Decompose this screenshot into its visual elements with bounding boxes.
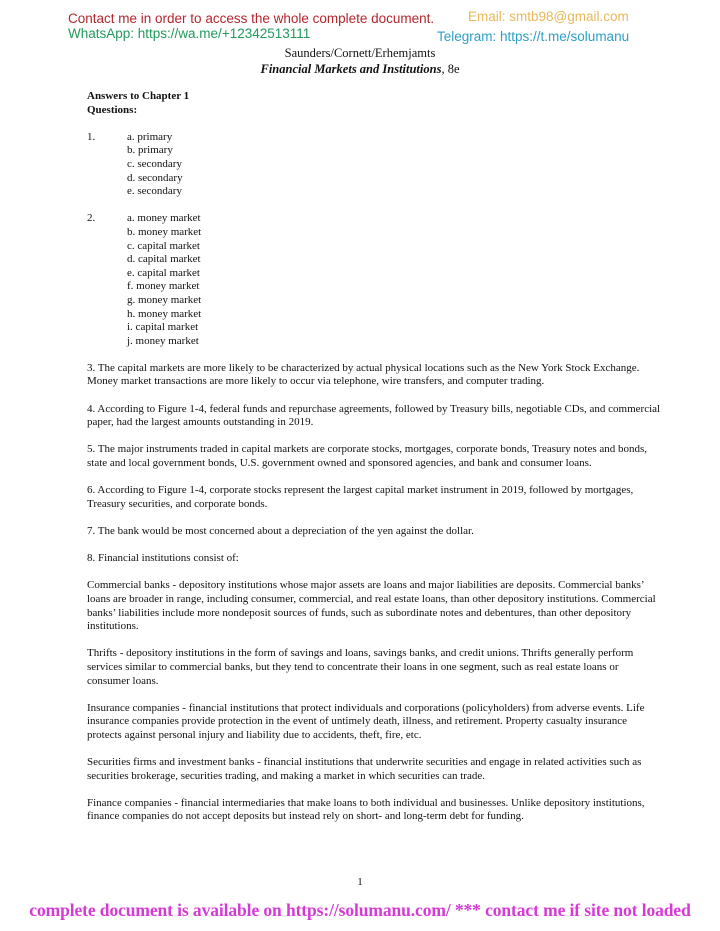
- book-edition: , 8e: [441, 62, 460, 76]
- promo-email-link[interactable]: Email: smtb98@gmail.com: [468, 9, 629, 24]
- answer-7-paragraph: 7. The bank would be most concerned about a depreciation of the yen against the dollar.: [87, 525, 474, 537]
- promo-telegram-link[interactable]: Telegram: https://t.me/solumanu: [437, 29, 630, 44]
- thrifts-paragraph: Thrifts - depository institutions in the form of savings and loans, savings banks, and credit unions. Thrifts generally perform services similar to commercial banks, but they tend to concentrate their loans in one segment, such as real estate loans or consumer loans.: [87, 647, 634, 687]
- document-title: [0, 62, 720, 77]
- answer-4-paragraph: 4. According to Figure 1-4, federal funds and repurchase agreements, followed by Treasury bills, negotiable CDs, and commercial paper, had the largest amounts outstanding in 2019.: [87, 402, 661, 429]
- question-1-answers: [87, 131, 667, 199]
- answer-item: b. primary: [127, 144, 173, 157]
- answers-content: [87, 90, 667, 838]
- promo-contact-text: Contact me in order to access the whole complete document.: [68, 11, 435, 26]
- finance-companies-paragraph: Finance companies - financial intermediaries that make loans to both individual and businesses. Unlike depository institutions, finance companies do not accept deposits but instead rely on short- and long-term debt for funding.: [87, 796, 645, 823]
- answer-item: e. capital market: [127, 266, 200, 279]
- answer-item: f. money market: [127, 280, 200, 293]
- answer-item: c. capital market: [127, 239, 200, 252]
- insurance-companies-paragraph: Insurance companies - financial institutions that protect individuals and corporations (policyholders) from adverse events. Life insurance companies provide protection in the event of untimely death, illness, and retirement. Property casualty insurance protects against personal injury and liability due to accidents, theft, fire, etc.: [87, 701, 645, 741]
- answer-5-paragraph: 5. The major instruments traded in capital markets are corporate stocks, mortgages, corporate bonds, Treasury notes and bonds, state and local government bonds, U.S. government owned and sponsored agencies, and bank and consumer loans.: [87, 443, 648, 470]
- answer-item: a. money market: [127, 212, 201, 225]
- securities-firms-paragraph: Securities firms and investment banks - financial institutions that underwrite securities and engage in related activities such as securities brokerage, securities trading, and making a market in which securities can trade.: [87, 756, 642, 782]
- answer-6-paragraph: 6. According to Figure 1-4, corporate stocks represent the largest capital market instrument in 2019, followed by mortgages, Treasury securities, and corporate bonds.: [87, 484, 634, 510]
- answer-item: e. secondary: [127, 185, 182, 198]
- answer-item: g. money market: [127, 293, 202, 306]
- footer-promo-banner[interactable]: complete document is available on https://solumanu.com/ *** contact me if site not loaded: [29, 900, 691, 920]
- answer-item: c. secondary: [127, 157, 182, 170]
- answer-item: a. primary: [127, 130, 173, 143]
- answer-8-intro: 8. Financial institutions consist of:: [87, 552, 239, 565]
- commercial-banks-paragraph: Commercial banks - depository institutions whose major assets are loans and major liabilities are deposits. Commercial banks’ loans are broader in range, including consumer, commercial, and real estate loans, than other depository institutions. Commercial banks’ liabilities include more nondeposit sources of funds, such as subordinate notes and debentures, than other depository institutions.: [87, 579, 656, 633]
- question-number: 2.: [87, 212, 96, 225]
- answer-item: b. money market: [127, 225, 202, 238]
- question-2-answers: [87, 212, 667, 348]
- answers-subheading: Questions:: [87, 103, 138, 116]
- question-number: 1.: [87, 130, 96, 143]
- answer-item: i. capital market: [127, 321, 199, 334]
- document-authors: Saunders/Cornett/Erhemjamts: [284, 46, 436, 60]
- answer-item: d. secondary: [127, 171, 183, 184]
- answer-item: h. money market: [127, 307, 202, 320]
- answers-heading: Answers to Chapter 1: [87, 90, 190, 102]
- page-number: 1: [357, 876, 363, 888]
- answer-item: j. money market: [127, 334, 199, 347]
- answer-item: d. capital market: [127, 253, 201, 266]
- answer-3-paragraph: 3. The capital markets are more likely to be characterized by actual physical locations such as the New York Stock Exchange. Money market transactions are more likely to occur via telephone, wire transfers, and computer trading.: [87, 361, 640, 388]
- promo-whatsapp-link[interactable]: WhatsApp: https://wa.me/+12342513111: [68, 26, 311, 41]
- book-title-text: Financial Markets and Institutions: [260, 62, 442, 76]
